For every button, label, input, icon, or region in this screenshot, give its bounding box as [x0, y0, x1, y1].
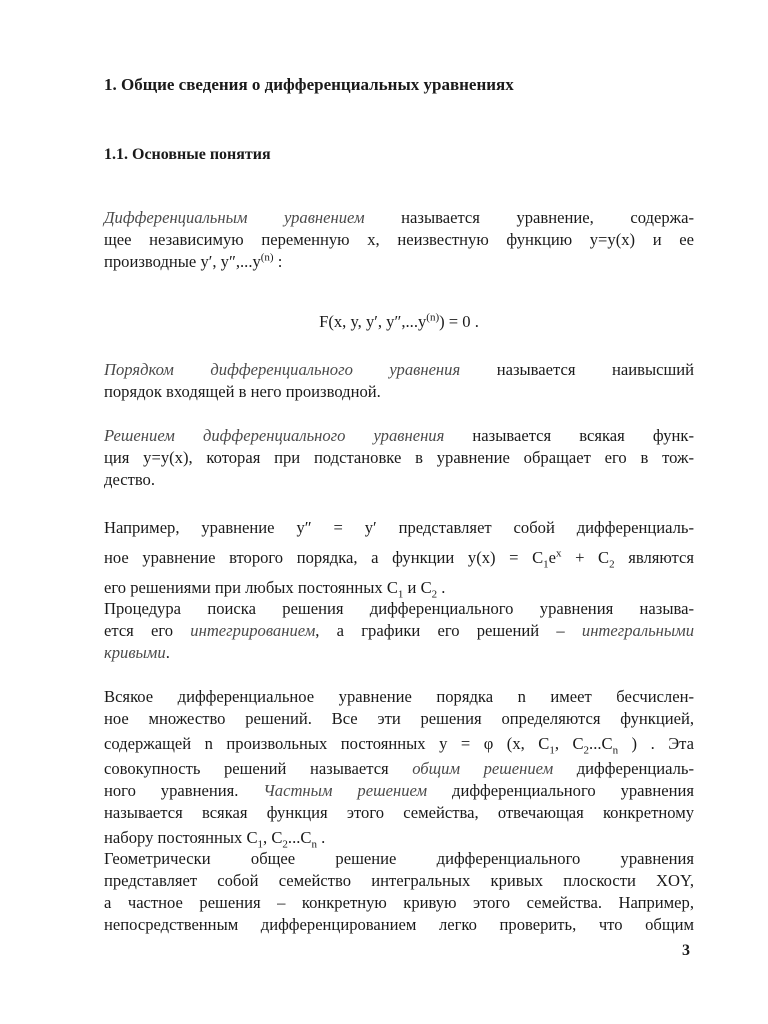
term-differential-equation: Дифференциальным уравнением [104, 208, 365, 227]
paragraph-geometric: Геометрически общее решение дифференциального уравнения представляет собой семейство интегральных кривых плоскости XOY, а частное решения – конкретную кривую этого семейства. Например, непосредственным дифференцированием легко проверить, что общим [104, 849, 694, 934]
example-solution-function: $y(x) = C_1e^x + C_2$ [467, 547, 615, 571]
paragraph-general-solution: Всякое дифференциальное уравнение порядка n имеет бесчислен- ное множество решений. Все эти решения определяются функцией, содержащей n произвольных постоянных y = φ (x, $C_1$, $C_2...C_n$ ) . Эта совокупность решений называется общим решением дифференциаль- ного уравнения. Частным решением дифференциального уравнения называется всякая функция этого семейства, отвечающая конкретному набору постоянных $C_1$, $C_2...C_n$ . [104, 687, 695, 851]
paragraph-example: Например, уравнение y″ = y′ представляет собой дифференциаль- ное уравнение второго порядка, а функции $y(x) = C_1e^x + C_2$ являются его решениями при любых постоянных $C_1$ и $C_2$ . [104, 518, 695, 601]
term-order: Порядком дифференциального уравнения [104, 360, 461, 379]
term-particular-solution: Частным решением [263, 781, 428, 800]
paragraph-integration: Процедура поиска решения дифференциального уравнения называ- ется его интегрированием, а графики его решений – интегральными кривыми. [104, 599, 694, 662]
paragraph-definition-de: Дифференциальным уравнением называется уравнение, содержа- щее независимую переменную x, неизвестную функцию y=y(x) и ее производные y′, $y'',...y^{(n)}$ : [104, 208, 694, 271]
constant-c1: $C_1$ [386, 578, 404, 601]
derivatives-expression: y′, $y'',...y^{(n)}$ [200, 251, 274, 271]
term-integral-curves: интегральными [581, 621, 694, 640]
paragraph-solution: Решением дифференциального уравнения называется всякая функ- ция y=y(x), которая при подстановке в уравнение обращает его в тож- дество. [104, 426, 694, 489]
term-integration: интегрированием [190, 621, 316, 640]
constant-c2: $C_2$ [420, 578, 438, 601]
formula-general-form: F(x, y, y′, $y'',...y^{(n)}) = 0$ . [319, 311, 479, 331]
paragraph-line: щее независимую переменную x, неизвестную функцию y=y(x) и ее [104, 230, 694, 249]
section-heading: 1. Общие сведения о дифференциальных уравнениях [104, 75, 514, 94]
general-solution-formula: y = φ (x, $C_1$, $C_2...C_n$ ) . [439, 734, 655, 757]
term-solution: Решением дифференциального уравнения [104, 426, 445, 445]
term-general-solution: общим решением [412, 759, 554, 778]
constants-set: $C_1$, $C_2...C_n$ [246, 828, 317, 851]
example-equation: y″ = y′ [296, 518, 377, 537]
page-number: 3 [682, 942, 690, 959]
subsection-heading: 1.1. Основные понятия [104, 146, 271, 163]
paragraph-order: Порядком дифференциального уравнения называется наивысший порядок входящей в него производной. [104, 360, 695, 401]
